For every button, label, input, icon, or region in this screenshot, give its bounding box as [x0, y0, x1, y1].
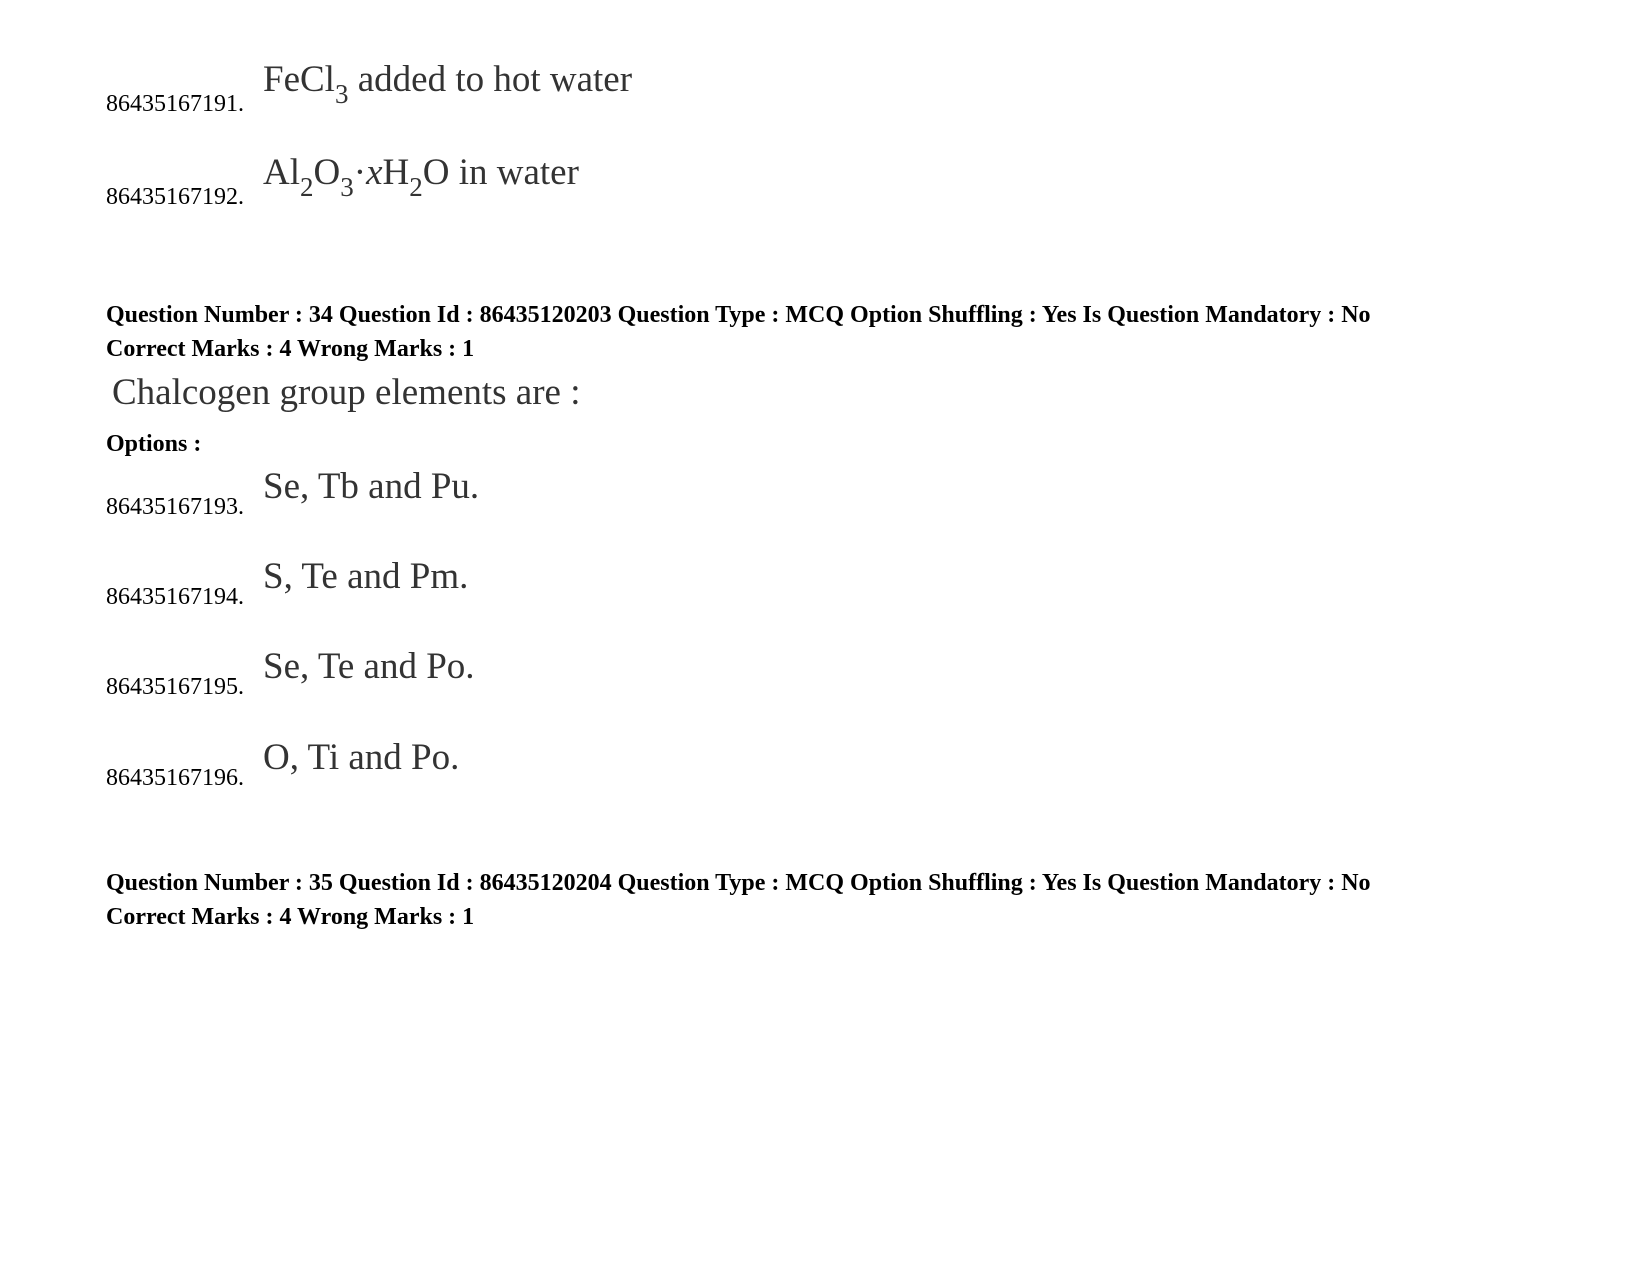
- formula-subscript: 3: [340, 172, 354, 202]
- formula-description: added to hot water: [348, 59, 633, 100]
- option-text: [263, 59, 633, 109]
- option-text: O, Ti and Po.: [263, 737, 460, 778]
- option-id: 86435167192.: [106, 184, 244, 210]
- option-id: 86435167195.: [106, 674, 244, 700]
- formula-part: ·: [353, 152, 367, 193]
- option-id: 86435167194.: [106, 584, 244, 610]
- formula-subscript: 3: [334, 79, 349, 109]
- question-34-header-line1: Question Number : 34 Question Id : 86435120203 Question Type : MCQ Option Shuffling : Yes Is Question Mandatory : No: [106, 302, 1371, 328]
- formula-part: O in water: [422, 152, 579, 193]
- question-35-header-line1: Question Number : 35 Question Id : 86435120204 Question Type : MCQ Option Shuffling : Yes Is Question Mandatory : No: [106, 870, 1371, 896]
- option-text: S, Te and Pm.: [263, 556, 469, 597]
- formula-part: H: [382, 152, 410, 193]
- question-34-stem: Chalcogen group elements are :: [112, 372, 581, 413]
- option-text: [263, 152, 579, 202]
- question-34-header-line2: Correct Marks : 4 Wrong Marks : 1: [106, 336, 475, 362]
- option-id: 86435167191.: [106, 91, 244, 117]
- formula-variable: x: [366, 152, 383, 193]
- formula-subscript: 2: [409, 172, 423, 202]
- formula-part: Al: [263, 152, 300, 193]
- option-id: 86435167193.: [106, 494, 244, 520]
- option-id: 86435167196.: [106, 765, 244, 791]
- option-text: Se, Te and Po.: [263, 646, 475, 687]
- formula-fecl: FeCl: [263, 59, 335, 100]
- options-label: Options :: [106, 431, 202, 457]
- formula-part: O: [313, 152, 341, 193]
- option-text: Se, Tb and Pu.: [263, 466, 480, 507]
- formula-subscript: 2: [300, 172, 314, 202]
- question-35-header-line2: Correct Marks : 4 Wrong Marks : 1: [106, 904, 475, 930]
